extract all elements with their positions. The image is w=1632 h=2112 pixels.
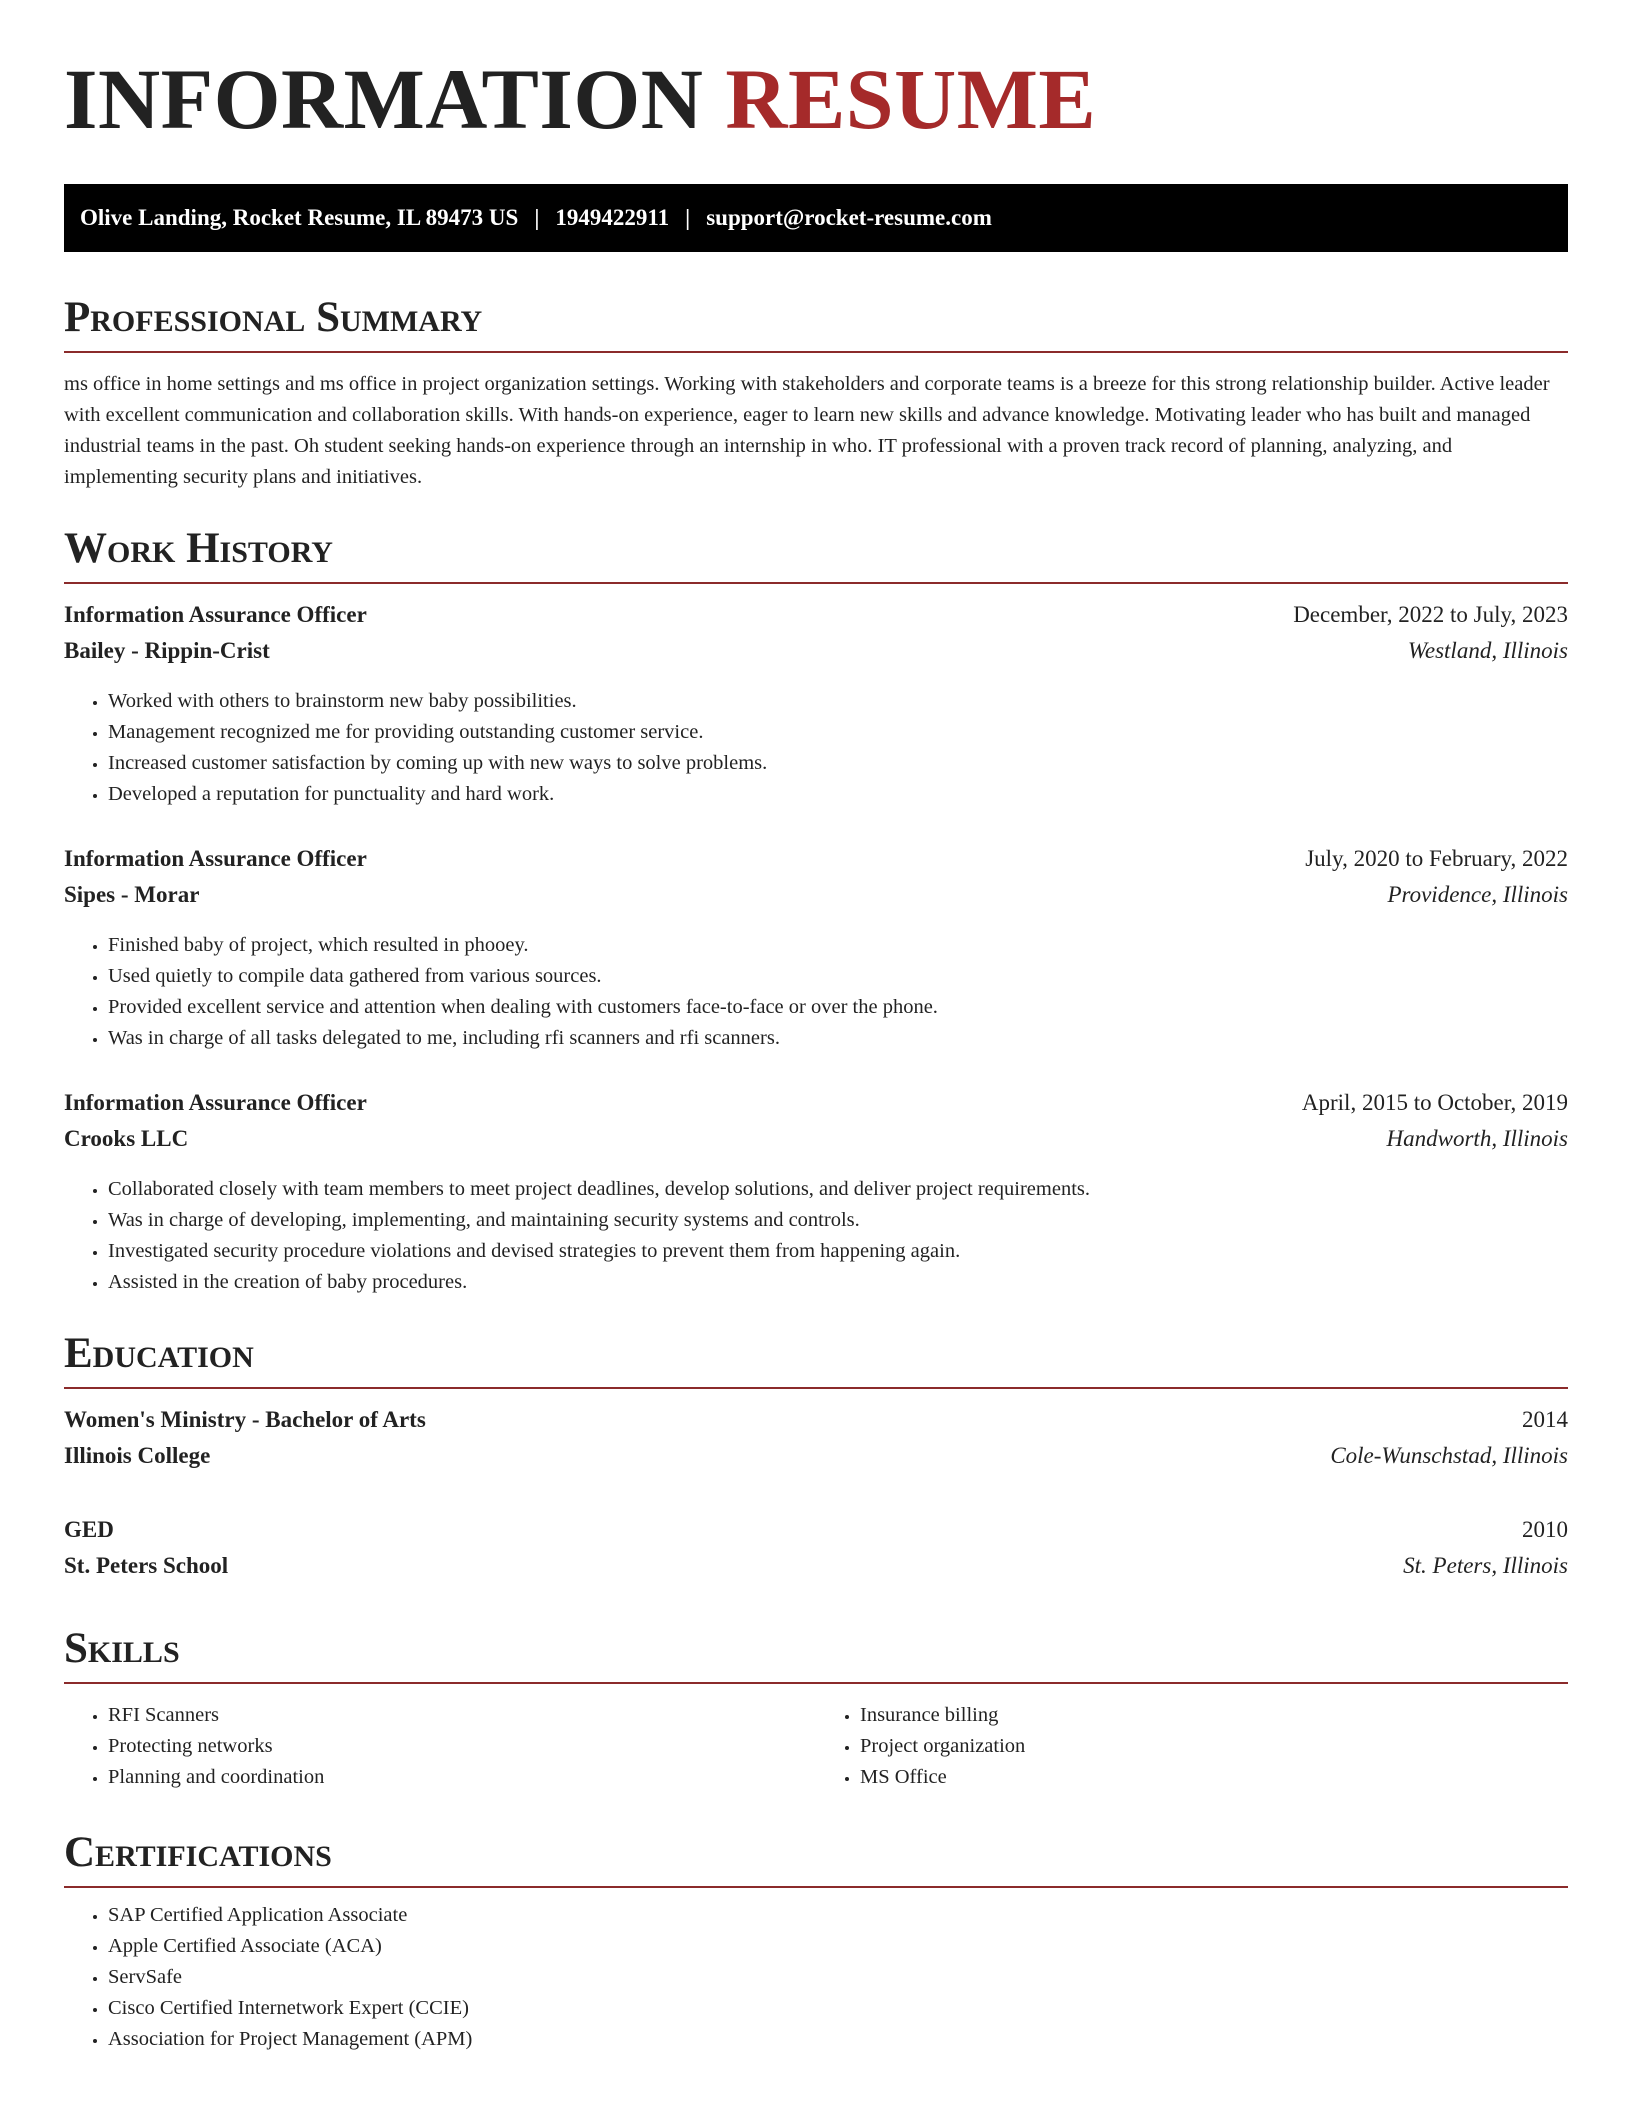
job-title: Information Assurance Officer — [64, 1090, 367, 1115]
education-year: 2010 — [1522, 1517, 1568, 1542]
job-location: Handworth, Illinois — [1386, 1126, 1568, 1151]
job-bullet: • Assisted in the creation of baby procedures. — [108, 1267, 1568, 1298]
job-bullet: • Worked with others to brainstorm new baby possibilities. — [108, 686, 1568, 717]
education-heading: Education — [64, 1332, 1568, 1389]
skill-item: • Project organization — [860, 1731, 1568, 1762]
education-location: Cole-Wunschstad, Illinois — [1330, 1443, 1568, 1468]
contact-email: support@rocket-resume.com — [706, 205, 992, 230]
education-entry — [64, 1517, 1568, 1589]
job-bullet: • Increased customer satisfaction by coming up with new ways to solve problems. — [108, 748, 1568, 779]
job-title: Information Assurance Officer — [64, 846, 367, 871]
education-degree-row — [64, 1517, 1568, 1553]
job-bullet: • Developed a reputation for punctuality and hard work. — [108, 779, 1568, 810]
job-bullet: • Provided excellent service and attention when dealing with customers face-to-face or over the phone. — [108, 992, 1568, 1023]
education-degree-row — [64, 1407, 1568, 1443]
contact-bar — [64, 184, 1568, 252]
job-company-row — [64, 1126, 1568, 1162]
job-bullet: • Used quietly to compile data gathered from various sources. — [108, 961, 1568, 992]
job-bullets — [64, 686, 1568, 810]
contact-phone: 1949422911 — [555, 205, 670, 230]
education-location: St. Peters, Illinois — [1403, 1553, 1568, 1578]
education-school-row — [64, 1443, 1568, 1479]
skill-item: • MS Office — [860, 1762, 1568, 1793]
job-bullet: • Investigated security procedure violations and devised strategies to prevent them from happening again. — [108, 1236, 1568, 1267]
job-company: Sipes - Morar — [64, 882, 200, 907]
summary-section — [64, 296, 1568, 493]
job-bullets — [64, 930, 1568, 1054]
job-title: Information Assurance Officer — [64, 602, 367, 627]
job-entry — [64, 602, 1568, 810]
job-title-row — [64, 602, 1568, 638]
education-degree: Women's Ministry - Bachelor of Arts — [64, 1407, 426, 1432]
job-title-row — [64, 846, 1568, 882]
job-bullet: • Was in charge of developing, implementing, and maintaining security systems and controls. — [108, 1205, 1568, 1236]
certifications-section — [64, 1831, 1568, 2055]
education-section — [64, 1332, 1568, 1589]
certification-item: • ServSafe — [108, 1962, 1568, 1993]
job-bullet: • Was in charge of all tasks delegated to me, including rfi scanners and rfi scanners. — [108, 1023, 1568, 1054]
certifications-heading: Certifications — [64, 1831, 1568, 1888]
work-history-heading: Work History — [64, 527, 1568, 584]
contact-address: Olive Landing, Rocket Resume, IL 89473 US — [80, 205, 519, 230]
skill-item: • Protecting networks — [108, 1731, 816, 1762]
title-first-word: INFORMATION — [64, 51, 704, 147]
job-company: Bailey - Rippin-Crist — [64, 638, 270, 663]
resume-title — [64, 51, 1568, 148]
certification-item: • Association for Project Management (APM) — [108, 2024, 1568, 2055]
job-bullets — [64, 1174, 1568, 1298]
skills-grid — [64, 1700, 1568, 1793]
job-company-row — [64, 882, 1568, 918]
education-degree: GED — [64, 1517, 114, 1542]
certifications-list — [64, 1900, 1568, 2055]
certification-item: • SAP Certified Application Associate — [108, 1900, 1568, 1931]
job-dates: April, 2015 to October, 2019 — [1301, 1090, 1568, 1115]
certification-item: • Apple Certified Associate (ACA) — [108, 1931, 1568, 1962]
education-school: St. Peters School — [64, 1553, 229, 1578]
job-bullet: • Finished baby of project, which resulted in phooey. — [108, 930, 1568, 961]
skills-list-left — [64, 1700, 816, 1793]
certification-item: • Cisco Certified Internetwork Expert (CCIE) — [108, 1993, 1568, 2024]
skill-item: • RFI Scanners — [108, 1700, 816, 1731]
skill-item: • Insurance billing — [860, 1700, 1568, 1731]
job-location: Providence, Illinois — [1387, 882, 1568, 907]
job-bullet: • Management recognized me for providing outstanding customer service. — [108, 717, 1568, 748]
summary-text: ms office in home settings and ms office in project organization settings. Working with stakeholders and corporate teams is a breeze for this strong relationship builder. Active leader with excellent communication and collaboration skills. With hands-on experience, eager to learn new skills and advance knowledge. Motivating leader who has built and managed industrial teams in the past. Oh student seeking hands-on experience through an internship in who. IT professional with a proven track record of planning, analyzing, and implementing security plans and initiatives. — [64, 373, 1550, 488]
contact-separator: | — [534, 205, 540, 230]
job-entry — [64, 1090, 1568, 1298]
summary-heading: Professional Summary — [64, 296, 1568, 353]
work-history-section — [64, 527, 1568, 1298]
contact-separator: | — [685, 205, 691, 230]
job-bullet: • Collaborated closely with team members to meet project deadlines, develop solutions, and deliver project requirements. — [108, 1174, 1568, 1205]
job-company-row — [64, 638, 1568, 674]
job-title-row — [64, 1090, 1568, 1126]
job-dates: December, 2022 to July, 2023 — [1293, 602, 1568, 627]
job-company: Crooks LLC — [64, 1126, 189, 1151]
education-school: Illinois College — [64, 1443, 211, 1468]
skills-list-right — [816, 1700, 1568, 1793]
skill-item: • Planning and coordination — [108, 1762, 816, 1793]
skills-section — [64, 1627, 1568, 1793]
job-dates: July, 2020 to February, 2022 — [1305, 846, 1568, 871]
education-year: 2014 — [1522, 1407, 1568, 1432]
job-location: Westland, Illinois — [1407, 638, 1568, 663]
education-entry — [64, 1407, 1568, 1479]
education-school-row — [64, 1553, 1568, 1589]
title-last-word: RESUME — [725, 51, 1097, 147]
job-entry — [64, 846, 1568, 1054]
skills-heading: Skills — [64, 1627, 1568, 1684]
